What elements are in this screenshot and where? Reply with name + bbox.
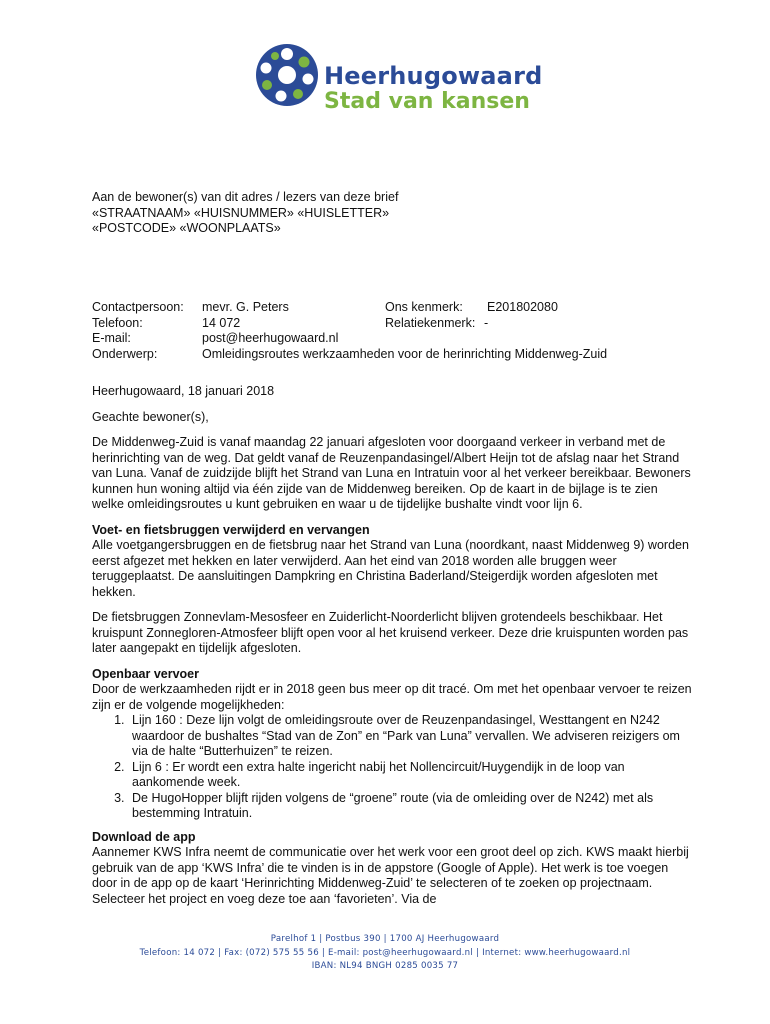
contact-value: mevr. G. Peters xyxy=(202,300,289,314)
municipality-logo xyxy=(254,40,543,116)
list-item: 2. Lijn 6 : Er wordt een extra halte ingericht nabij het Nollencircuit/Huygendijk in de loop van aankomende week. xyxy=(128,760,692,791)
letter-greeting: Geachte bewoner(s), xyxy=(92,409,209,424)
contact-label: Contactpersoon: xyxy=(92,300,184,314)
bridges-paragraph-2: De fietsbruggen Zonnevlam-Mesosfeer en Zuiderlicht-Noorderlicht blijven grotendeels beschikbaar. Het kruispunt Zonnegloren-Atmosfeer blijft open voor al het kruisend verkeer. Deze drie kruispunten worden pas later aangepakt en tijdelijk afgesloten. xyxy=(92,610,689,655)
bridges-paragraph: Alle voetgangersbruggen en de fietsbrug naar het Strand van Luna (noordkant, naast Middenweg 9) worden eerst afgezet met hekken en later verwijderd. Aan het eind van 2018 worden alle bruggen weer teruggeplaatst. De aansluitingen Dampkring en Christina Baderland/Steigerdijk worden afgesloten met hekken. xyxy=(92,538,689,599)
section-heading-bridges: Voet- en fietsbruggen verwijderd en vervangen xyxy=(92,522,370,537)
transport-options-list xyxy=(92,713,692,822)
footer-contact: Telefoon: 14 072 | Fax: (072) 575 55 56 | E-mail: post@heerhugowaard.nl | Internet: www.heerhugowaard.nl xyxy=(139,947,631,958)
phone-label: Telefoon: xyxy=(92,315,143,330)
address-line: «POSTCODE» «WOONPLAATS» xyxy=(92,221,281,235)
reference-label: Ons kenmerk: xyxy=(385,300,463,314)
reference-value: E201802080 xyxy=(487,300,558,314)
transport-intro: Door de werkzaamheden rijdt er in 2018 geen bus meer op dit tracé. Om met het openbaar vervoer te reizen zijn er de volgende mogelijkheden: xyxy=(92,682,692,712)
intro-paragraph: De Middenweg-Zuid is vanaf maandag 22 januari afgesloten voor doorgaand verkeer in verband met de herinrichting van de weg. Dat geldt vanaf de Reuzenpandasingel/Albert Heijn tot de afslag naar het Strand van Luna. Vanaf de zuidzijde blijft het Strand van Luna en Intratuin voor al het verkeer bereikbaar. Bewoners kunnen hun woning altijd via één zijde van de Middenweg bereiken. Op de kaart in de bijlage is te zien welke omleidingsroutes u kunt gebruiken en waar u de tijdelijke bushalte vindt voor lijn 6. xyxy=(92,435,691,511)
logo-emblem-icon xyxy=(254,42,320,108)
section-heading-transport: Openbaar vervoer xyxy=(92,666,199,681)
footer-address: Parelhof 1 | Postbus 390 | 1700 AJ Heerhugowaard xyxy=(270,934,500,944)
relation-reference-value: - xyxy=(484,315,489,330)
list-item: 3. De HugoHopper blijft rijden volgens de “groene” route (via de omleiding over de N242) met als bestemming Intratuin. xyxy=(128,791,692,822)
logo-title: Heerhugowaard xyxy=(324,62,543,90)
letter-footer xyxy=(0,933,770,974)
letter-date: Heerhugowaard, 18 januari 2018 xyxy=(92,384,275,398)
subject-label: Onderwerp: xyxy=(92,346,158,361)
relation-reference-label: Relatiekenmerk: xyxy=(385,315,476,330)
subject-value: Omleidingsroutes werkzaamheden voor de herinrichting Middenweg-Zuid xyxy=(202,346,608,361)
recipient-address xyxy=(92,190,398,237)
email-label: E-mail: xyxy=(92,331,131,345)
list-item: 1. Lijn 160 : Deze lijn volgt de omleidingsroute over de Reuzenpandasingel, Westtangent en N242 waardoor de bushaltes “Stad van de Zon” en “Park van Luna” vervallen. We adviseren reizigers om via de halte “Butterhuizen” te reizen. xyxy=(128,713,692,760)
section-heading-app: Download de app xyxy=(92,829,196,844)
phone-value: 14 072 xyxy=(202,315,241,330)
footer-iban: IBAN: NL94 BNGH 0285 0035 77 xyxy=(311,961,459,971)
address-line: «STRAATNAAM» «HUISNUMMER» «HUISLETTER» xyxy=(92,205,390,220)
email-value: post@heerhugowaard.nl xyxy=(202,331,339,345)
letter-body xyxy=(92,384,692,907)
address-line: Aan de bewoner(s) van dit adres / lezers van deze brief xyxy=(92,190,399,204)
logo-subtitle: Stad van kansen xyxy=(324,89,530,114)
app-paragraph: Aannemer KWS Infra neemt de communicatie over het werk voor een groot deel op zich. KWS maakt hierbij gebruik van de app ‘KWS Infra’ die te vinden is in de appstore (Google of Apple). Het werk is toe voegen door in de app op de kaart ‘Herinrichting Middenweg-Zuid’ te selecteren of te zoeken op projectnaam. Selecteer het project en voeg deze toe aan ‘favorieten’. Via de xyxy=(92,845,689,906)
